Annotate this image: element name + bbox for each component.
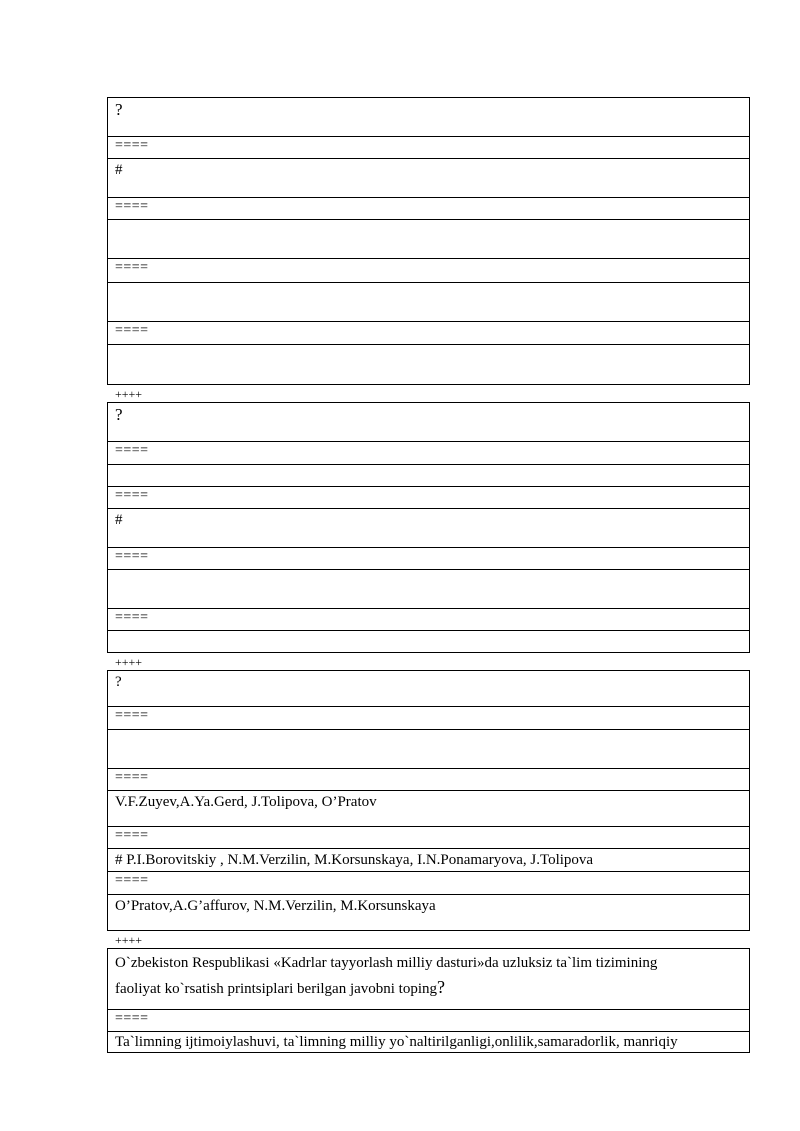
correct-marker: # xyxy=(115,512,123,528)
answer-row xyxy=(108,283,749,322)
separator-text: ==== xyxy=(115,199,149,214)
separator-row xyxy=(108,769,749,791)
question-row xyxy=(108,403,749,442)
question-table-2 xyxy=(107,402,750,653)
question-mark: ? xyxy=(115,674,122,690)
separator-text: ==== xyxy=(115,260,149,275)
separator-row xyxy=(108,548,749,570)
question-mark: ? xyxy=(115,405,123,424)
separator-row xyxy=(108,487,749,509)
answer-row xyxy=(108,220,749,259)
separator-text: ==== xyxy=(115,610,149,625)
separator-text: ==== xyxy=(115,873,149,888)
question-mark: ? xyxy=(437,977,446,997)
answer-text: O’Pratov,A.G’affurov, N.M.Verzilin, M.Korsunskaya xyxy=(115,898,436,914)
answer-row xyxy=(108,465,749,487)
question-text xyxy=(115,951,657,1001)
separator-row xyxy=(108,259,749,283)
separator-row xyxy=(108,137,749,159)
question-row xyxy=(108,671,749,707)
question-table-3 xyxy=(107,670,750,931)
separator-text: ==== xyxy=(115,443,149,458)
question-row xyxy=(108,98,749,137)
answer-row xyxy=(108,791,749,827)
block-separator: ++++ xyxy=(115,387,143,401)
separator-row xyxy=(108,198,749,220)
question-table-1 xyxy=(107,97,750,385)
answer-row xyxy=(108,631,749,652)
question-row xyxy=(108,949,749,1010)
answer-text: Ta`limning ijtimoiylashuvi, ta`limning milliy yo`naltirilganligi,onlilik,samaradorlik, manriqiy xyxy=(115,1034,678,1050)
question-line-2-text: faoliyat ko`rsatish printsiplari berilgan javobni toping xyxy=(115,981,438,997)
correct-marker: # xyxy=(115,162,123,178)
question-table-4 xyxy=(107,948,750,1053)
separator-text: ==== xyxy=(115,770,149,785)
answer-row xyxy=(108,509,749,548)
answer-text: V.F.Zuyev,A.Ya.Gerd, J.Tolipova, O’Pratov xyxy=(115,794,377,810)
separator-text: ==== xyxy=(115,549,149,564)
correct-answer-text: # P.I.Borovitskiy , N.M.Verzilin, M.Korsunskaya, I.N.Ponamaryova, J.Tolipova xyxy=(115,852,594,868)
separator-row xyxy=(108,1010,749,1032)
answer-row xyxy=(108,895,749,930)
separator-text: ==== xyxy=(115,138,149,153)
separator-row xyxy=(108,872,749,895)
separator-text: ==== xyxy=(115,708,149,723)
answer-row xyxy=(108,849,749,872)
separator-row xyxy=(108,609,749,631)
question-line-2 xyxy=(115,975,657,1001)
separator-row xyxy=(108,322,749,345)
separator-row xyxy=(108,827,749,849)
separator-row xyxy=(108,707,749,730)
question-line-1: O`zbekiston Respublikasi «Kadrlar tayyorlash milliy dasturi»da uzluksiz ta`lim tizimining xyxy=(115,955,658,971)
separator-text: ==== xyxy=(115,323,149,338)
answer-row xyxy=(108,570,749,609)
answer-row xyxy=(108,345,749,384)
answer-row xyxy=(108,1032,749,1052)
answer-row xyxy=(108,730,749,769)
separator-text: ==== xyxy=(115,1011,149,1026)
separator-row xyxy=(108,442,749,465)
separator-text: ==== xyxy=(115,828,149,843)
separator-text: ==== xyxy=(115,488,149,503)
block-separator: ++++ xyxy=(115,933,143,947)
block-separator: ++++ xyxy=(115,655,143,669)
answer-row xyxy=(108,159,749,198)
question-mark: ? xyxy=(115,100,123,119)
